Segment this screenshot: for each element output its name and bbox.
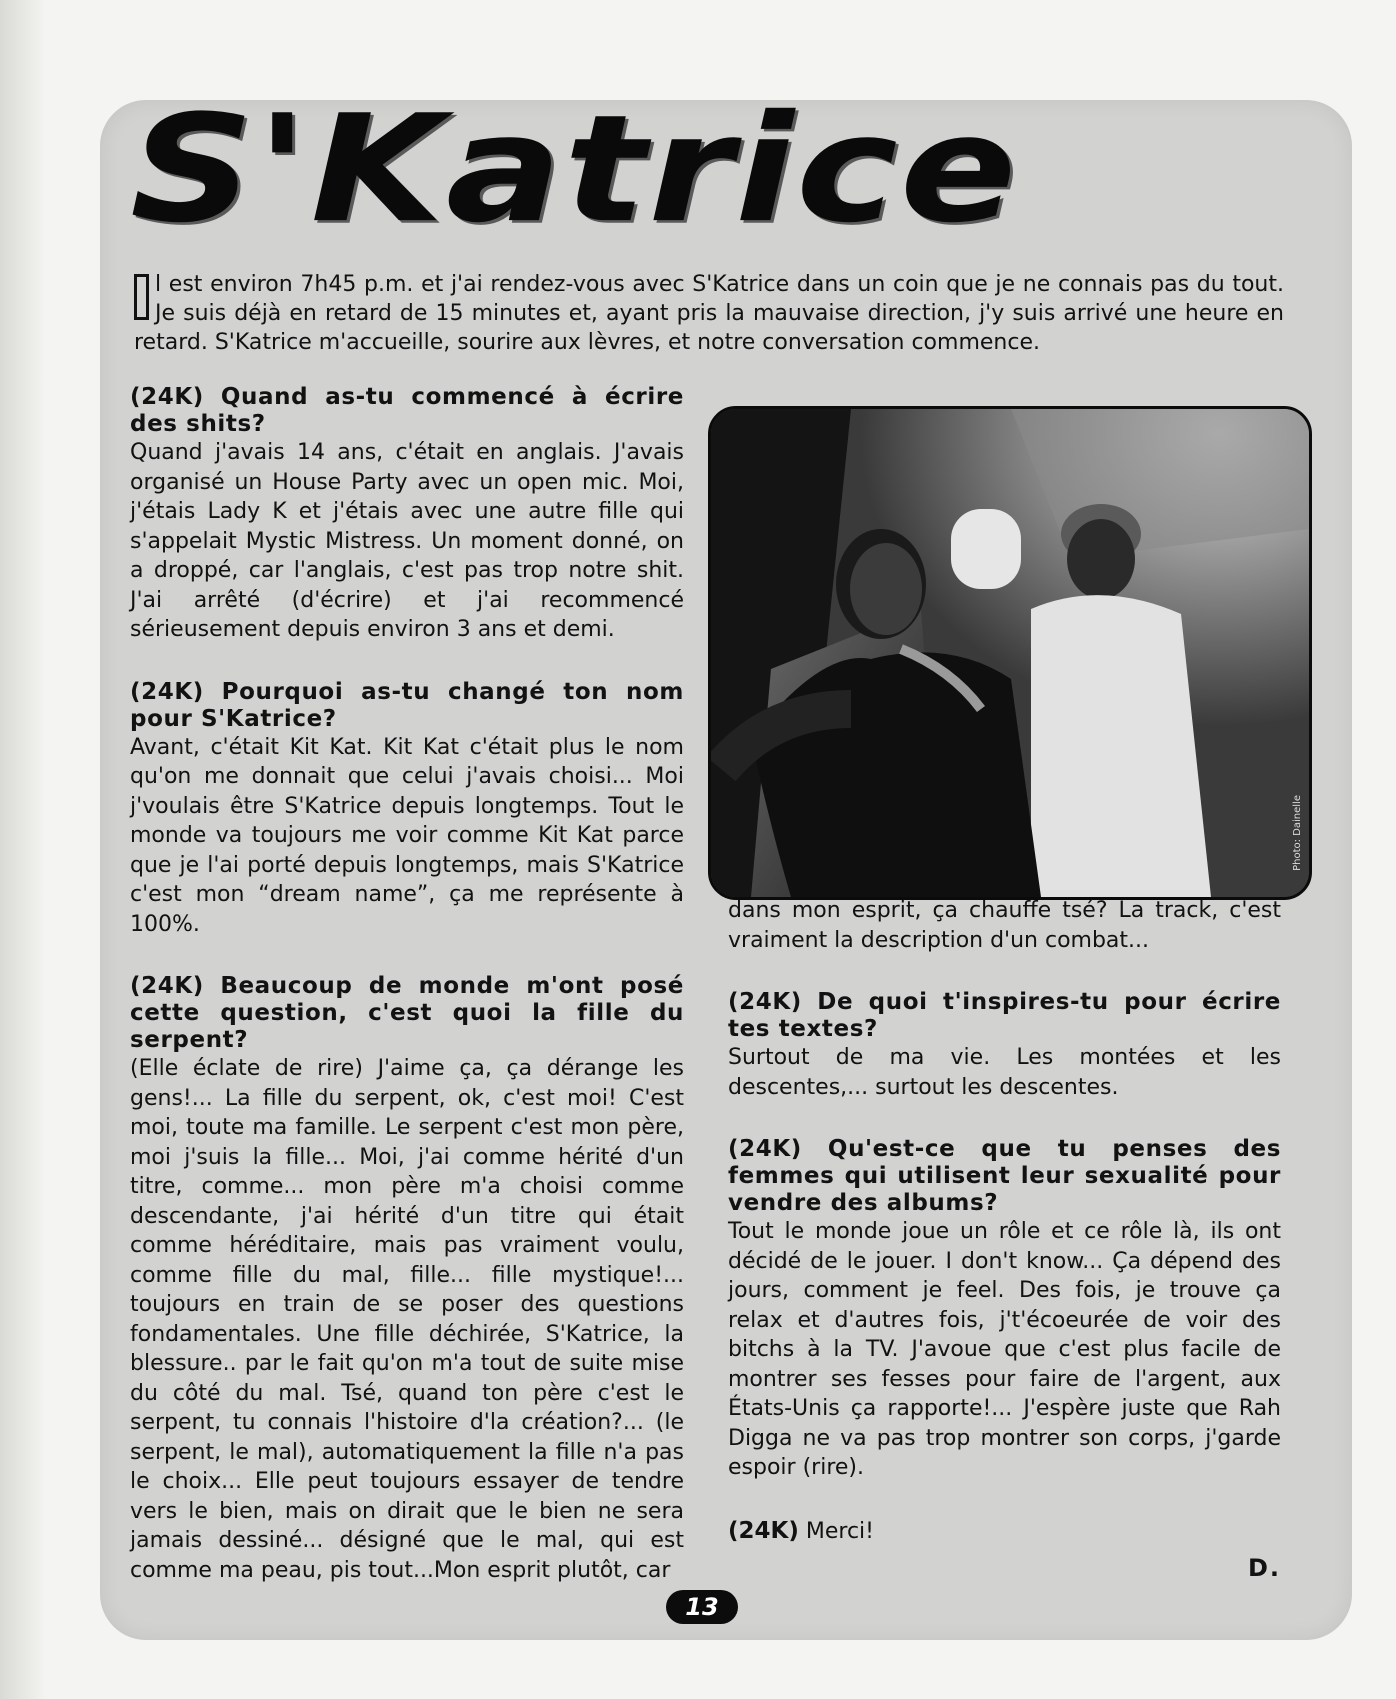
dropcap-bracket (134, 274, 149, 320)
interview-answer: Quand j'avais 14 ans, c'était en anglais. J'avais organisé un House Party avec un open mic. Moi, j'étais Lady K et j'étais avec une autre fille qui s'appelait Mystic Mistress. Un moment donné, on a droppé, car l'anglais, c'est pas trop notre shit. J'ai arrêté (d'écrire) et j'ai recommencé sérieusement depuis environ 3 ans et demi. (130, 440, 684, 642)
interview-question: (24K) Beaucoup de monde m'ont posé cette question, c'est quoi la fille du serpent? (130, 973, 684, 1053)
interview-question: (24K) Quand as-tu commencé à écrire des shits? (130, 384, 684, 437)
interview-question: (24K) Pourquoi as-tu changé ton nom pour S'Katrice? (130, 678, 684, 732)
article-intro (134, 270, 1284, 357)
right-column (728, 896, 1281, 1584)
page-edge (0, 0, 46, 1699)
photo-credit: Photo: Dainelle (1292, 795, 1303, 871)
photo-illustration (711, 409, 1309, 897)
answer-continuation: dans mon esprit, ça chauffe tsé? La track, c'est vraiment la description d'un combat... (728, 898, 1281, 953)
interview-item (728, 1136, 1281, 1483)
author-signature: D. (1247, 1554, 1281, 1582)
interview-item (130, 384, 684, 645)
article-title: S'Katrice (130, 82, 1019, 256)
interview-item (728, 989, 1281, 1102)
interview-item (130, 679, 684, 940)
interview-answer: (Elle éclate de rire) J'aime ça, ça dérange les gens!... La fille du serpent, ok, c'est moi! C'est moi, toute ma famille. Le serpent c'est mon père, moi j'suis la fille... Moi, j'ai comme hérité d'un titre, comme... mon père m'a choisi comme descendante, j'ai hérité d'un titre qui était comme héréditaire, mais pas vraiment voulu, comme fille du mal, fille... fille mystique!... toujours en train de se poser des questions fondamentales. Une fille déchirée, S'Katrice, la blessure.. par le fait qu'on m'a tout de suite mise du côté du mal. Tsé, quand ton père c'est le serpent, tu connais l'histoire d'la création?... (le serpent, le mal), automatiquement la fille n'a pas le choix... Elle peut toujours essayer de tendre vers le bien, mais on dirait que le bien ne sera jamais dessiné... désigné que le mal, qui est comme ma peau, pis tout...Mon esprit plutôt, car (130, 1056, 684, 1583)
interview-item (130, 973, 684, 1585)
page-number: 13 (666, 1590, 738, 1624)
interview-answer: Tout le monde joue un rôle et ce rôle là, ils ont décidé de le jouer. I don't know... Ça dépend des jours, comment je feel. Des fois, je trouve ça relax et d'autres fois, j't'écoeurée de voir des bitchs à la TV. J'avoue que c'est plus facile de montrer ses fesses pour faire de l'argent, aux États-Unis ça rapporte!... J'espère juste que Rah Digga ne va pas trop montrer son corps, j'garde espoir (rire). (728, 1219, 1281, 1480)
closing-label: (24K) (728, 1517, 799, 1544)
closing-line (728, 1517, 1281, 1547)
interview-answer: Avant, c'était Kit Kat. Kit Kat c'était plus le nom qu'on me donnait que celui j'avais choisi... Moi j'voulais être S'Katrice depuis longtemps. Tout le monde va toujours me voir comme Kit Kat parce que je l'ai porté depuis longtemps, mais S'Katrice c'est mon “dream name”, ça me représente à 100%. (130, 734, 684, 937)
artist-photo (708, 406, 1312, 900)
intro-text: l est environ 7h45 p.m. et j'ai rendez-vous avec S'Katrice dans un coin que je ne connais pas du tout. Je suis déjà en retard de 15 minutes et, ayant pris la mauvaise direction, j'y suis arrivé une heure en retard. S'Katrice m'accueille, sourire aux lèvres, et notre conversation commence. (134, 272, 1284, 355)
answer-continuation-block (728, 896, 1281, 955)
interview-question: (24K) De quoi t'inspires-tu pour écrire tes textes? (728, 989, 1281, 1042)
closing-text: Merci! (805, 1518, 874, 1544)
interview-answer: Surtout de ma vie. Les montées et les descentes,... surtout les descentes. (728, 1045, 1281, 1100)
interview-question: (24K) Qu'est-ce que tu penses des femmes qui utilisent leur sexualité pour vendre des albums? (728, 1136, 1281, 1216)
left-column (130, 384, 684, 1619)
